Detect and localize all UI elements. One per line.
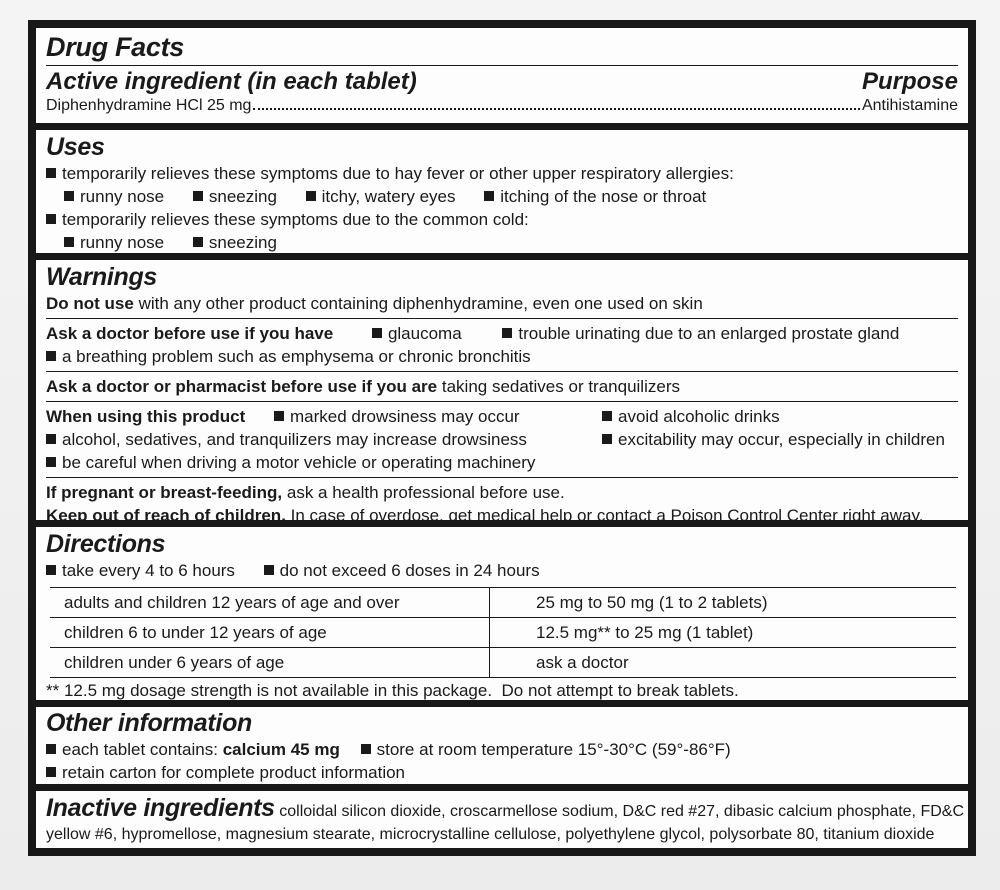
uses-section (36, 130, 968, 253)
drug-facts-panel (28, 20, 976, 856)
bullet-icon (46, 457, 56, 467)
divider (46, 318, 958, 319)
directions-item: take every 4 to 6 hours (62, 561, 235, 580)
bullet-icon (46, 351, 56, 361)
retain-carton-info: retain carton for complete product information (62, 763, 406, 782)
uses-line-1: temporarily relieves these symptoms due to hay fever or other upper respiratory allergies: (62, 164, 734, 183)
bullet-icon (306, 191, 316, 201)
divider (46, 371, 958, 372)
ask-doctor-label: Ask a doctor before use if you have (46, 324, 334, 343)
bullet-icon (193, 237, 203, 247)
when-using-item: alcohol, sedatives, and tranquilizers may increase drowsiness (62, 430, 527, 449)
dosage-footnote: ** 12.5 mg dosage strength is not available in this package. Do not attempt to break tablets. (46, 681, 739, 700)
other-information-section (36, 707, 968, 784)
uses-line-2: temporarily relieves these symptoms due to the common cold: (62, 210, 529, 229)
bullet-icon (46, 434, 56, 444)
keep-out-label: Keep out of reach of children. (46, 506, 286, 525)
calcium-amount: calcium 45 mg (222, 740, 340, 759)
table-row (50, 618, 956, 648)
ingredient-name: Diphenhydramine HCl 25 mg (46, 97, 252, 114)
bullet-icon (602, 434, 612, 444)
purpose-heading: Purpose (861, 68, 958, 95)
dosage-amount: ask a doctor (490, 648, 957, 678)
bullet-icon (372, 328, 382, 338)
dosage-age: children under 6 years of age (50, 648, 490, 678)
divider (46, 401, 958, 402)
warnings-section (36, 260, 968, 525)
uses-heading: Uses (46, 133, 105, 161)
table-row (50, 648, 956, 678)
calcium-prefix: each tablet contains: (62, 740, 218, 759)
keep-out-text: In case of overdose, get medical help or contact a Poison Control Center right away. (290, 506, 924, 525)
directions-item: do not exceed 6 doses in 24 hours (279, 561, 540, 580)
bullet-icon (264, 565, 274, 575)
uses-allergy-item: itchy, watery eyes (321, 187, 456, 206)
when-using-item: avoid alcoholic drinks (618, 407, 780, 426)
do-not-use-text: with any other product containing diphenhydramine, even one used on skin (138, 294, 703, 313)
dosage-amount: 25 mg to 50 mg (1 to 2 tablets) (490, 588, 957, 618)
warnings-heading: Warnings (46, 263, 158, 291)
inactive-ingredients-heading: Inactive ingredients (46, 794, 275, 822)
inactive-ingredients-line-1: colloidal silicon dioxide, croscarmellose sodium, D&C red #27, dibasic calcium phosphate, FD&C (279, 803, 964, 820)
ingredient-purpose: Antihistamine (861, 97, 958, 114)
divider (46, 477, 958, 478)
inactive-ingredients-line-2: yellow #6, hypromellose, magnesium stearate, microcrystalline cellulose, polyethylene glycol, polysorbate 80, titanium dioxide (46, 826, 935, 843)
when-using-label: When using this product (46, 407, 246, 426)
bullet-icon (64, 191, 74, 201)
ask-doctor-item: glaucoma (387, 324, 462, 343)
pregnant-text: ask a health professional before use. (286, 483, 565, 502)
bullet-icon (193, 191, 203, 201)
pregnant-label: If pregnant or breast-feeding, (46, 483, 283, 502)
dosage-age: adults and children 12 years of age and over (50, 588, 490, 618)
bullet-icon (46, 565, 56, 575)
bullet-icon (64, 237, 74, 247)
inactive-ingredients-section (36, 791, 968, 848)
bullet-icon (46, 214, 56, 224)
when-using-item: excitability may occur, especially in children (618, 430, 945, 449)
bullet-icon (274, 411, 284, 421)
bullet-icon (46, 168, 56, 178)
table-row (50, 588, 956, 618)
active-ingredient-heading: Active ingredient (in each tablet) (46, 68, 417, 95)
uses-cold-item: sneezing (208, 233, 277, 252)
bullet-icon (361, 744, 371, 754)
active-ingredient-section (36, 28, 968, 123)
do-not-use-label: Do not use (46, 294, 134, 313)
ask-pharmacist-text: taking sedatives or tranquilizers (441, 377, 680, 396)
uses-allergy-item: itching of the nose or throat (500, 187, 707, 206)
bullet-icon (502, 328, 512, 338)
storage-info: store at room temperature 15°-30°C (59°-86°F) (376, 740, 731, 759)
ask-doctor-item: a breathing problem such as emphysema or chronic bronchitis (62, 347, 531, 366)
directions-heading: Directions (46, 530, 166, 558)
bullet-icon (602, 411, 612, 421)
uses-allergy-item: sneezing (208, 187, 277, 206)
dosage-table (50, 587, 956, 678)
uses-cold-item: runny nose (80, 233, 165, 252)
ask-doctor-item: trouble urinating due to an enlarged prostate gland (518, 324, 900, 343)
bullet-icon (484, 191, 494, 201)
when-using-item: marked drowsiness may occur (290, 407, 520, 426)
dosage-amount: 12.5 mg** to 25 mg (1 tablet) (490, 618, 957, 648)
dosage-age: children 6 to under 12 years of age (50, 618, 490, 648)
other-information-heading: Other information (46, 709, 253, 737)
divider (46, 65, 958, 66)
bullet-icon (46, 767, 56, 777)
uses-allergy-item: runny nose (80, 187, 165, 206)
drug-facts-title: Drug Facts (46, 32, 185, 62)
bullet-icon (46, 744, 56, 754)
when-using-item: be careful when driving a motor vehicle or operating machinery (62, 453, 536, 472)
ask-pharmacist-label: Ask a doctor or pharmacist before use if you are (46, 377, 438, 396)
dot-leader (253, 108, 860, 110)
directions-section (36, 527, 968, 700)
